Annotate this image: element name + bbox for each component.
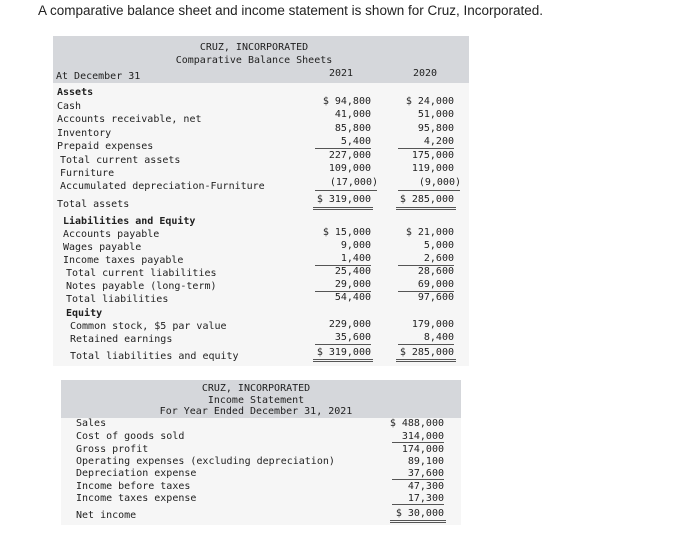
bs-date-label: At December 31 — [56, 71, 141, 82]
cell-value: 89,100 — [407, 456, 444, 467]
cell-2020: 4,200 — [423, 136, 454, 147]
cell-value: 174,000 — [401, 444, 444, 455]
cell-2020: 175,000 — [411, 150, 454, 161]
intro-text: A comparative balance sheet and income statement is shown for Cruz, Incorporated. — [38, 3, 544, 18]
cell-2020: 119,000 — [411, 163, 454, 174]
row-label: Accounts payable — [63, 229, 160, 240]
row-label: Total current assets — [60, 155, 181, 166]
row-label: Operating expenses (excluding depreciation) — [76, 456, 335, 467]
subtotal-rule — [398, 344, 454, 345]
is-period: For Year Ended December 31, 2021 — [159, 406, 353, 417]
cell-2020: 97,600 — [417, 292, 454, 303]
subtotal-rule — [398, 190, 460, 191]
subtotal-rule — [392, 479, 444, 480]
row-label: Wages payable — [63, 242, 142, 253]
cell-value: $ 488,000 — [389, 418, 444, 429]
cell-2021: (17,000) — [329, 177, 378, 188]
row-label: Total liabilities and equity — [70, 351, 239, 362]
subtotal-rule — [398, 148, 454, 149]
bs-company: CRUZ, INCORPORATED — [199, 42, 309, 53]
cell-2020: 2,600 — [423, 253, 454, 264]
cell-value: 314,000 — [401, 431, 444, 442]
cell-value: 47,300 — [407, 481, 444, 492]
cell-2020: $ 24,000 — [405, 96, 454, 107]
cell-2021: $ 319,000 — [316, 194, 371, 205]
cell-2020: $ 21,000 — [405, 227, 454, 238]
row-label: Income taxes payable — [63, 255, 184, 266]
cell-2021: 5,400 — [340, 136, 371, 147]
cell-2021: $ 319,000 — [316, 347, 371, 358]
cell-2021: $ 15,000 — [322, 227, 371, 238]
subtotal-rule — [315, 148, 371, 149]
row-label: Depreciation expense — [76, 468, 197, 479]
cell-2021: 29,000 — [334, 279, 371, 290]
cell-2020: 8,400 — [423, 332, 454, 343]
cell-2021: 41,000 — [334, 109, 371, 120]
row-label: Total current liabilities — [66, 268, 217, 279]
liabilities-heading: Liabilities and Equity — [63, 216, 196, 227]
row-label: Retained earnings — [70, 334, 173, 345]
row-label: Cost of goods sold — [76, 431, 185, 442]
cell-2020: 28,600 — [417, 266, 454, 277]
row-label: Accumulated depreciation-Furniture — [60, 181, 265, 192]
assets-heading: Assets — [57, 87, 94, 98]
cell-2021: 109,000 — [328, 163, 371, 174]
cell-2021: 54,400 — [334, 292, 371, 303]
row-label: Total liabilities — [66, 294, 169, 305]
total-rule — [313, 359, 373, 362]
total-rule — [390, 520, 446, 523]
subtotal-rule — [315, 344, 371, 345]
cell-2020: 5,000 — [423, 240, 454, 251]
cell-2020: 69,000 — [417, 279, 454, 290]
subtotal-rule — [392, 504, 444, 505]
total-rule — [396, 359, 456, 362]
cell-2021: 85,800 — [334, 123, 371, 134]
bs-year-2020: 2020 — [412, 68, 438, 79]
subtotal-rule — [392, 442, 444, 443]
cell-2021: 25,400 — [334, 266, 371, 277]
cell-2020: $ 285,000 — [399, 194, 454, 205]
row-label: Gross profit — [76, 444, 149, 455]
equity-heading: Equity — [66, 308, 103, 319]
cell-2021: $ 94,800 — [322, 96, 371, 107]
cell-2020: $ 285,000 — [399, 347, 454, 358]
is-company: CRUZ, INCORPORATED — [201, 383, 311, 394]
row-label: Total assets — [57, 199, 130, 210]
row-label: Sales — [76, 418, 107, 429]
row-label: Accounts receivable, net — [57, 114, 202, 125]
cell-2021: 229,000 — [328, 319, 371, 330]
row-label: Cash — [57, 101, 82, 112]
cell-2020: 51,000 — [417, 109, 454, 120]
cell-2020: (9,000) — [418, 177, 461, 188]
bs-year-2021: 2021 — [328, 68, 354, 79]
cell-value: 37,600 — [407, 468, 444, 479]
is-title: Income Statement — [207, 395, 305, 406]
cell-2021: 1,400 — [340, 253, 371, 264]
cell-value: 17,300 — [407, 493, 444, 504]
row-label: Furniture — [60, 168, 115, 179]
cell-2021: 9,000 — [340, 240, 371, 251]
total-rule — [396, 207, 456, 210]
subtotal-rule — [315, 190, 377, 191]
row-label: Income before taxes — [76, 481, 191, 492]
cell-value: $ 30,000 — [395, 508, 444, 519]
cell-2020: 179,000 — [411, 319, 454, 330]
bs-title: Comparative Balance Sheets — [175, 55, 333, 66]
cell-2021: 227,000 — [328, 150, 371, 161]
cell-2021: 35,600 — [334, 332, 371, 343]
row-label: Inventory — [57, 128, 112, 139]
total-rule — [313, 207, 373, 210]
row-label: Income taxes expense — [76, 493, 197, 504]
row-label: Prepaid expenses — [57, 141, 154, 152]
row-label: Common stock, $5 par value — [70, 321, 227, 332]
row-label: Notes payable (long-term) — [66, 281, 217, 292]
row-label: Net income — [76, 510, 137, 521]
cell-2020: 95,800 — [417, 123, 454, 134]
